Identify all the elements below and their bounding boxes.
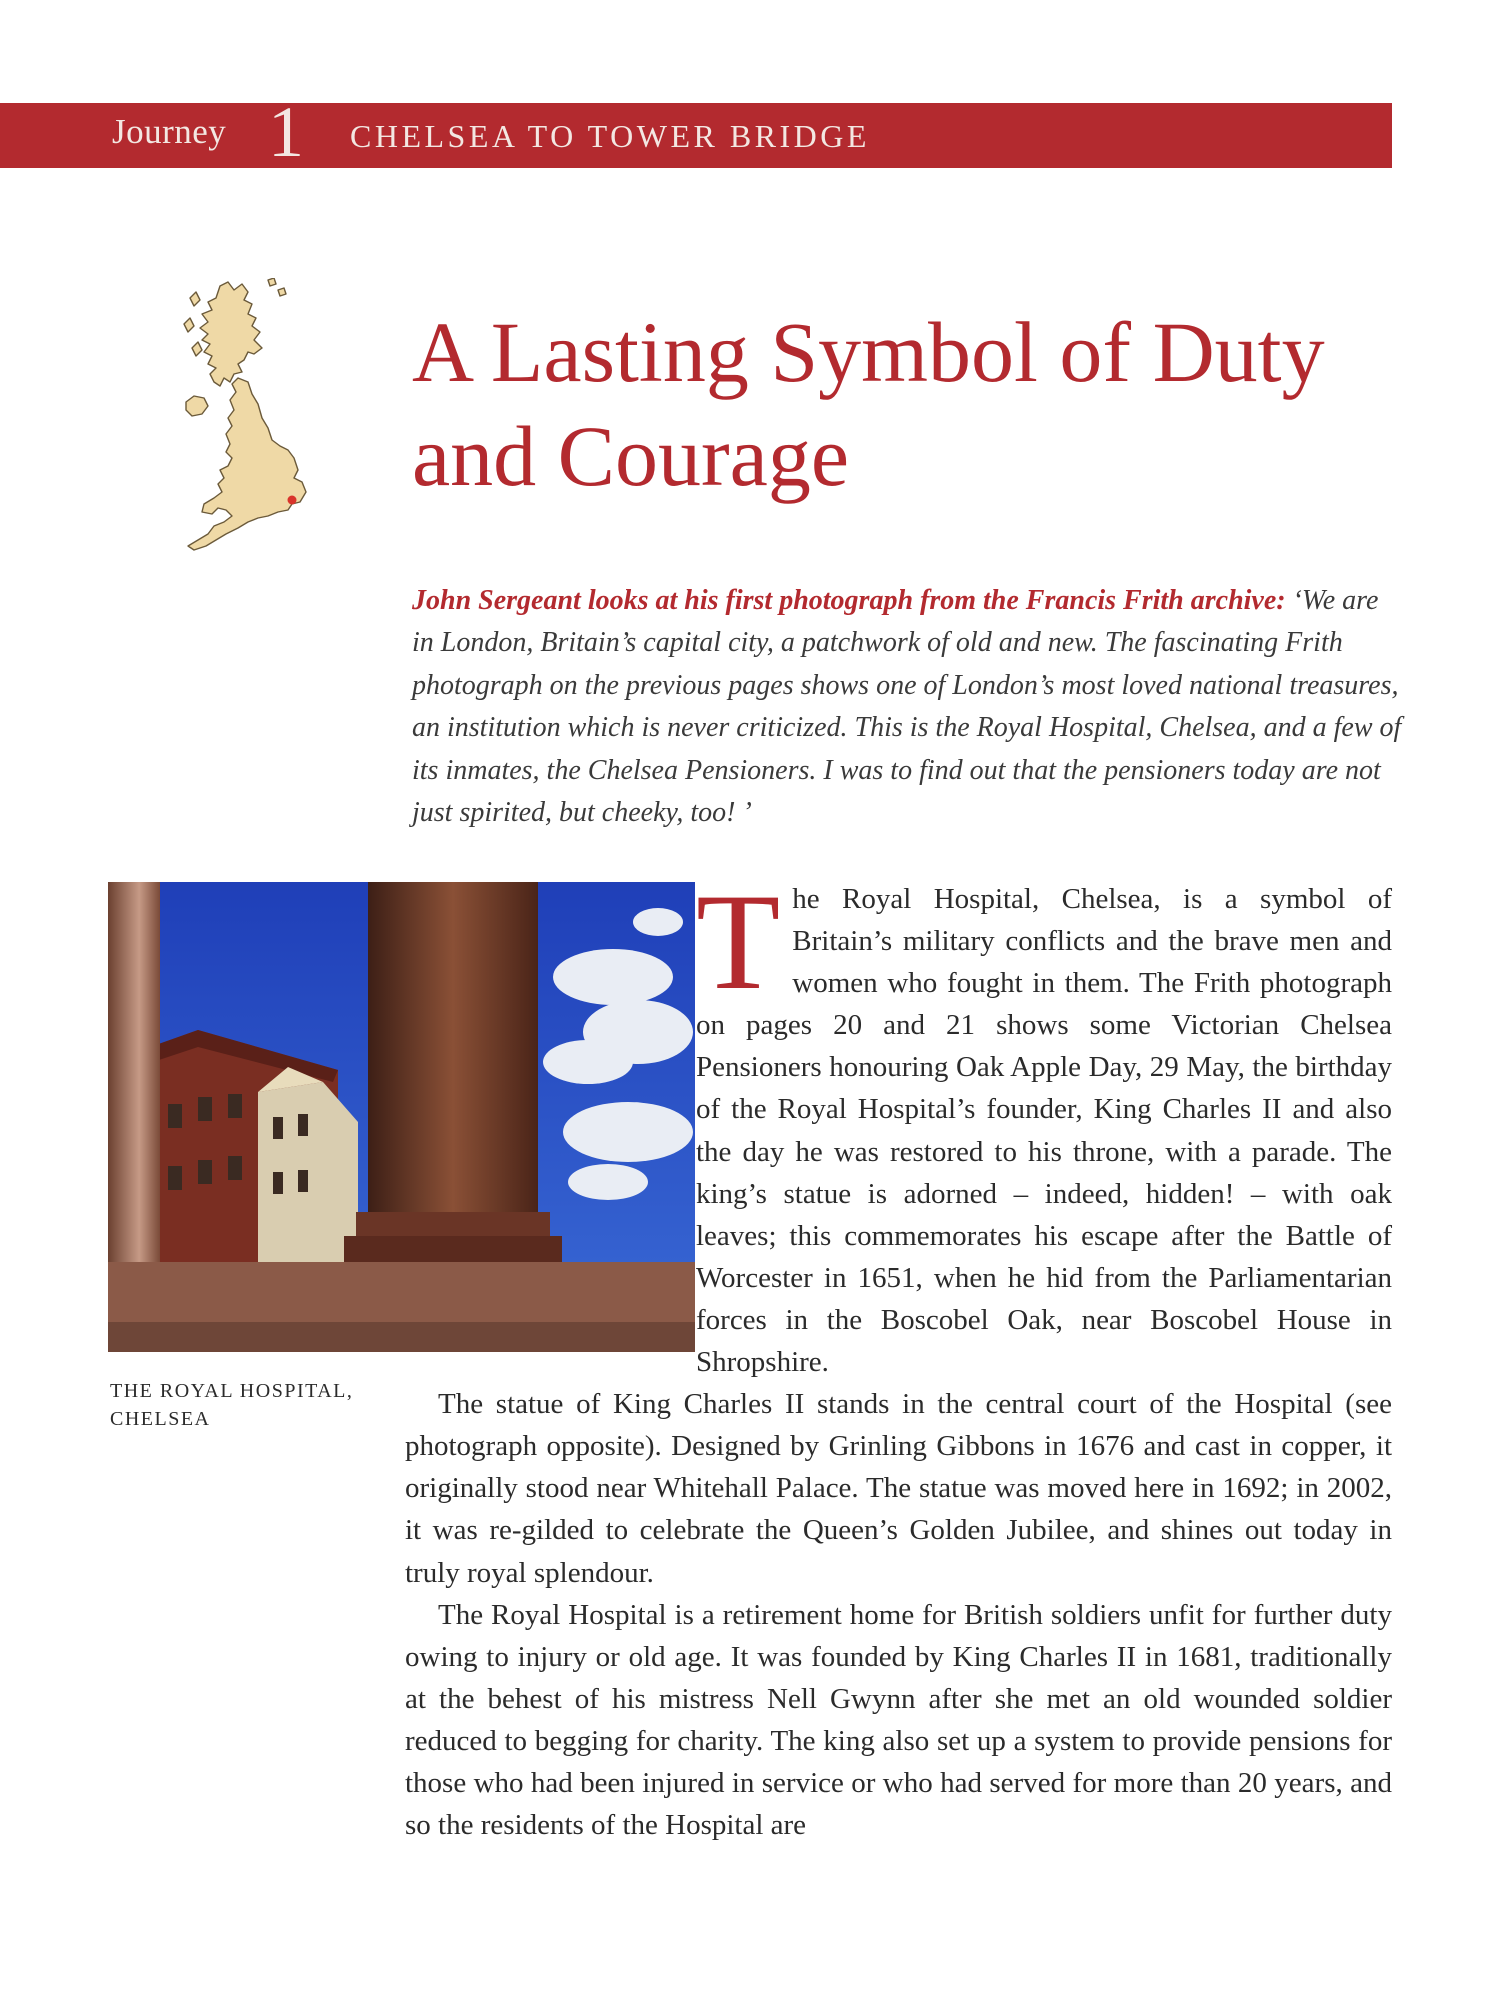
article-body [405,865,1392,1846]
britain-map-icon [168,278,353,573]
body-paragraph-3: The Royal Hospital is a retirement home for British soldiers unfit for further duty owing to injury or old age. It was founded by King Charles II in 1681, traditionally at the behest of his mistress Nell Gwynn after she met an old wounded soldier reduced to begging for charity. The king also set up a system to provide pensions for those who had been injured in service or who had served for more than 20 years, and so the residents of the Hospital are [405,1598,1392,1842]
drop-cap: T [696,865,781,1018]
intro-lead: John Sergeant looks at his first photograph from the Francis Frith archive: [412,585,1286,616]
section-title: CHELSEA TO TOWER BRIDGE [350,118,870,154]
journey-number: 1 [268,92,304,172]
body-paragraph-2: The statue of King Charles II stands in the central court of the Hospital (see photograph opposite). Designed by Grinling Gibbons in 1676 and cast in copper, it originally stood near Whitehall Palace. The statue was moved here in 1692; in 2002, it was re-gilded to celebrate the Queen’s Golden Jubilee, and shines out today in truly royal splendour. [405,1388,1392,1589]
article-title: A Lasting Symbol of Duty and Courage [412,304,1325,504]
photo-text-spacer [361,878,696,1375]
body-paragraph-1-text: he Royal Hospital, Chelsea, is a symbol of Britain’s military conflicts and the brave men and women who fought in them. The Frith photograph on pages 20 and 21 shows some Victorian Chelsea Pensioners honouring Oak Apple Day, 29 May, the birthday of the Royal Hospital’s founder, King Charles II and also the day he was restored to his throne, with a parade. The king’s statue is adorned – indeed, hidden! – with oak leaves; this commemorates his escape after the Battle of Worcester in 1651, when he hid from the Parliamentarian forces in the Boscobel Oak, near Boscobel House in Shropshire. [696,883,1392,1379]
left-column [108,882,160,1282]
intro-paragraph [412,580,1402,834]
intro-quote: ‘We are in London, Britain’s capital city, a patchwork of old and new. The fascinating Frith photograph on the previous pages shows one of London’s most loved national treasures, an institution which is never criticized. This is the Royal Hospital, Chelsea, and a few of its inmates, the Chelsea Pensioners. I was to find out that the pensioners today are not just spirited, but cheeky, too! ’ [412,585,1402,829]
photo-caption: THE ROYAL HOSPITAL, CHELSEA [110,1380,354,1430]
london-marker [288,496,297,505]
journey-label: Journey [112,112,227,151]
map-land [184,278,306,550]
